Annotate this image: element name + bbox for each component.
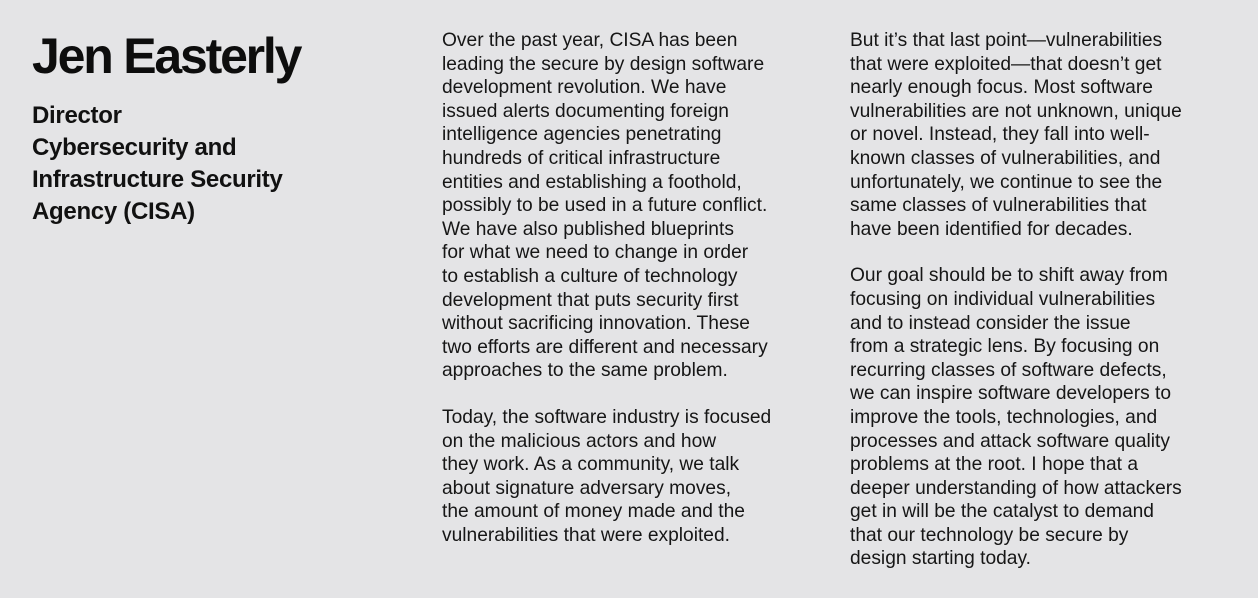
text-line: same classes of vulnerabilities that <box>850 195 1147 217</box>
text-line: have been identified for decades. <box>850 218 1133 240</box>
text-line: the amount of money made and the <box>442 501 745 523</box>
text-line: to establish a culture of technology <box>442 265 738 287</box>
text-line: we can inspire software developers to <box>850 383 1172 405</box>
text-line: Over the past year, CISA has been <box>442 30 738 51</box>
text-line: But it’s that last point—vulnerabilities <box>850 30 1163 51</box>
author-name: Jen Easterly <box>32 28 301 84</box>
text-line: or novel. Instead, they fall into well- <box>850 124 1150 146</box>
text-line: without sacrificing innovation. These <box>442 313 750 335</box>
text-line: Today, the software industry is focused <box>442 406 772 428</box>
text-line: that were exploited—that doesn’t get <box>850 53 1162 75</box>
text-line: on the malicious actors and how <box>442 430 717 452</box>
text-line: deeper understanding of how attackers <box>850 477 1182 499</box>
text-line: known classes of vulnerabilities, and <box>850 147 1161 169</box>
author-block <box>32 28 372 228</box>
text-line: that our technology be secure by <box>850 524 1129 546</box>
text-line: vulnerabilities are not unknown, unique <box>850 100 1182 122</box>
author-role-line: Agency (CISA) <box>32 198 195 225</box>
text-line: intelligence agencies penetrating <box>442 124 722 146</box>
text-column-1 <box>442 29 822 570</box>
text-line: for what we need to change in order <box>442 242 749 264</box>
text-line: nearly enough focus. Most software <box>850 77 1153 99</box>
text-line: from a strategic lens. By focusing on <box>850 336 1160 358</box>
author-role-line: Cybersecurity and <box>32 134 237 161</box>
text-line: recurring classes of software defects, <box>850 359 1167 381</box>
text-line: unfortunately, we continue to see the <box>850 171 1163 193</box>
text-line: focusing on individual vulnerabilities <box>850 288 1156 310</box>
text-line: problems at the root. I hope that a <box>850 454 1138 476</box>
paragraph <box>442 29 822 383</box>
text-line: hundreds of critical infrastructure <box>442 147 721 169</box>
text-line: possibly to be used in a future conflict. <box>442 195 768 217</box>
text-line: about signature adversary moves, <box>442 477 732 499</box>
paragraph <box>850 29 1230 241</box>
text-column-2 <box>850 29 1230 594</box>
paragraph <box>850 264 1230 571</box>
paragraph <box>442 406 822 548</box>
text-line: vulnerabilities that were exploited. <box>442 524 730 546</box>
text-line: Our goal should be to shift away from <box>850 265 1168 287</box>
text-line: development revolution. We have <box>442 77 727 99</box>
author-role-line: Infrastructure Security <box>32 166 283 193</box>
text-line: design starting today. <box>850 548 1031 570</box>
author-role-line: Director <box>32 102 122 129</box>
text-line: issued alerts documenting foreign <box>442 100 729 122</box>
text-line: development that puts security first <box>442 289 739 311</box>
text-line: leading the secure by design software <box>442 53 765 75</box>
text-line: they work. As a community, we talk <box>442 454 740 476</box>
text-line: two efforts are different and necessary <box>442 336 768 358</box>
text-line: and to instead consider the issue <box>850 312 1131 334</box>
text-line: approaches to the same problem. <box>442 360 728 382</box>
text-line: We have also published blueprints <box>442 218 734 240</box>
text-line: improve the tools, technologies, and <box>850 406 1158 428</box>
text-line: get in will be the catalyst to demand <box>850 501 1154 523</box>
text-line: entities and establishing a foothold, <box>442 171 742 193</box>
text-line: processes and attack software quality <box>850 430 1170 452</box>
author-role <box>32 100 372 228</box>
